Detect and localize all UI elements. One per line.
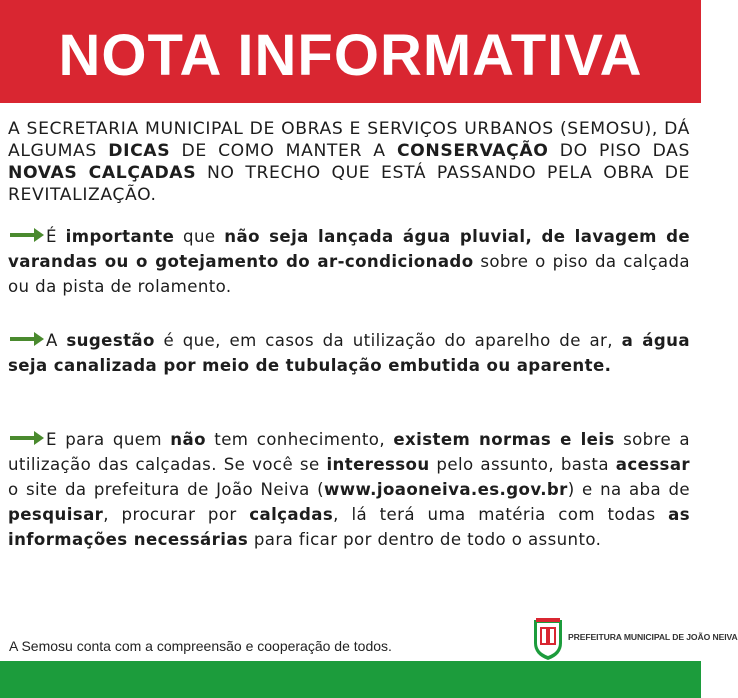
logo-caption: PREFEITURA MUNICIPAL DE JOÃO NEIVA xyxy=(568,632,738,642)
tip-bold: pesquisar xyxy=(8,505,104,524)
tip-bold: interessou xyxy=(326,455,430,474)
tip-bold: não seja lançada água pluvial, de lavagem de varandas ou o gotejamento do ar-condicionado xyxy=(8,227,690,271)
tip-paragraph-1 xyxy=(8,224,690,299)
arrow-right-icon xyxy=(8,226,46,244)
footer-bar xyxy=(0,661,701,698)
tip-text: E para quem xyxy=(46,430,171,449)
tip-text: tem conhecimento, xyxy=(205,430,394,449)
intro-text: DE COMO MANTER A xyxy=(170,141,397,161)
tip-bold: importante xyxy=(65,227,175,246)
footer-note: A Semosu conta com a compreensão e cooperação de todos. xyxy=(9,638,392,654)
tip-text: pelo assunto, basta xyxy=(429,455,616,474)
tip-text: ) e na aba de xyxy=(567,480,691,499)
tip-text: É xyxy=(46,227,66,246)
arrow-right-icon xyxy=(8,330,46,348)
prefeitura-logo xyxy=(532,617,738,661)
intro-paragraph xyxy=(8,118,690,206)
tip-paragraph-3 xyxy=(8,427,690,552)
tip-text: sobre o piso da calçada ou da pista de rolamento. xyxy=(8,252,690,296)
tip-bold: não xyxy=(170,430,206,449)
page-title: NOTA INFORMATIVA xyxy=(58,22,643,88)
tip-bold: acessar xyxy=(615,455,691,474)
intro-text: A SECRETARIA MUNICIPAL DE OBRAS E SERVIÇOS URBANOS (SEMOSU), DÁ ALGUMAS xyxy=(8,119,690,161)
header-banner xyxy=(0,0,701,103)
tip-text: sobre a utilização das calçadas. Se você se xyxy=(8,430,690,474)
intro-bold: CONSERVAÇÃO xyxy=(396,141,549,161)
tip-text: o site da prefeitura de João Neiva ( xyxy=(8,480,325,499)
tip-text: para ficar por dentro de todo o assunto. xyxy=(248,530,602,549)
tip-text: , lá terá uma matéria com todas xyxy=(333,505,669,524)
intro-text: DO PISO DAS xyxy=(548,141,690,161)
website-link[interactable]: www.joaoneiva.es.gov.br xyxy=(324,480,568,499)
arrow-right-icon xyxy=(8,429,46,447)
intro-text: NO TRECHO QUE ESTÁ PASSANDO PELA OBRA DE REVITALIZAÇÃO. xyxy=(8,163,690,205)
tip-bold: as informações necessárias xyxy=(8,505,690,549)
tip-text: A xyxy=(46,331,67,350)
tip-bold: a água seja canalizada por meio de tubulação embutida ou aparente. xyxy=(8,331,690,375)
intro-bold: NOVAS CALÇADAS xyxy=(8,163,197,183)
tip-text: , procurar por xyxy=(103,505,250,524)
municipal-crest-icon xyxy=(532,617,564,661)
tip-text: que xyxy=(174,227,225,246)
tip-bold: calçadas xyxy=(249,505,334,524)
tip-text: é que, em casos da utilização do aparelho de ar, xyxy=(154,331,622,350)
intro-bold: DICAS xyxy=(108,141,171,161)
tip-bold: existem normas e leis xyxy=(393,430,615,449)
tip-bold: sugestão xyxy=(66,331,155,350)
tip-paragraph-2 xyxy=(8,328,690,378)
